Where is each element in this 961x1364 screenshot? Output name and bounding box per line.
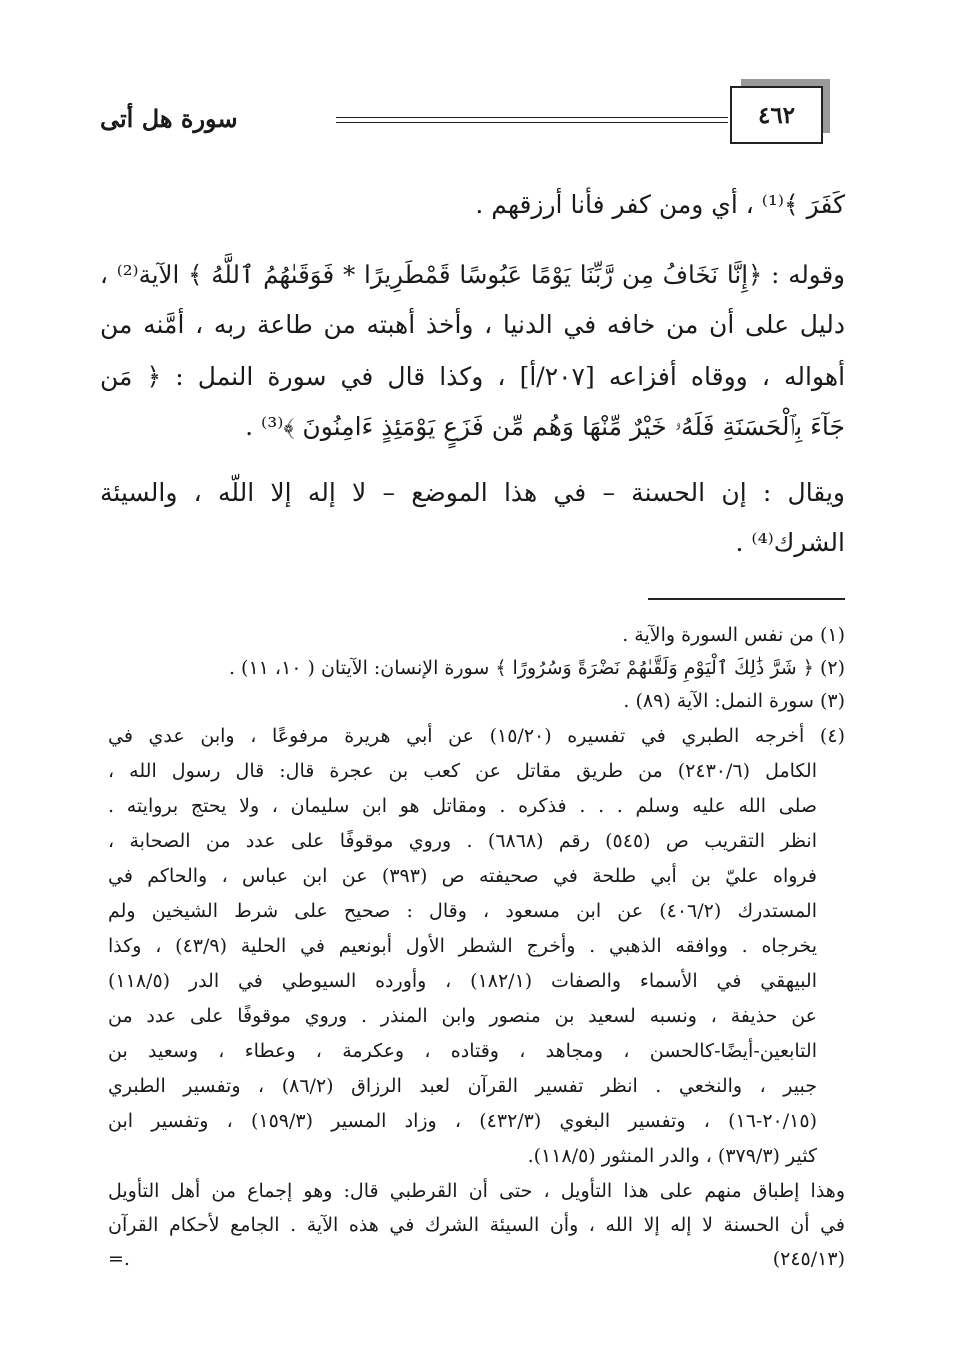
footnote-line: (٣) سورة النمل: الآية (٨٩) . [623, 690, 845, 712]
footnote-line: البيهقي في الأسماء والصفات (١٨٢/١) ، وأورده السيوطي في الدر (١١٨/٥) [108, 970, 817, 992]
header-rule-top [336, 117, 728, 118]
footnote-line: عن حذيفة ، ونسبه لسعيد بن منصور وابن المنذر . وروي موقوفًا على عدد من [108, 1005, 817, 1027]
footnote-line: التابعين-أيضًا-كالحسن ، ومجاهد ، وقتاده ، وعكرمة ، وعطاء ، وسعيد بن [108, 1040, 817, 1062]
footnote-line: انظر التقريب ص (٥٤٥) رقم (٦٨٦٨) . وروي موقوفًا على عدد من الصحابة ، [108, 830, 817, 852]
footnote-line: صلى الله عليه وسلم . . . فذكره . ومقاتل هو ابن سليمان ، ولا يحتج بروايته . [108, 795, 817, 817]
main-line: دليل على أن من خافه في الدنيا ، وأخذ أهبته من طاعة ربه ، أمَّنه من [100, 310, 845, 339]
footnote-line: (١) من نفس السورة والآية . [622, 624, 845, 646]
main-line: ويقال : إن الحسنة – في هذا الموضع – لا إله إلا اللّه ، والسيئة [100, 478, 845, 507]
footnote-line: (٢) ﴿ شَرَّ ذَٰلِكَ ٱلْيَوْمِ وَلَقَّىٰهُمْ نَضْرَةً وَسُرُورًا ﴾ سورة الإنسان: الآيتان ( ١٠، ١١) . [228, 657, 845, 679]
main-line: وقوله : ﴿إِنَّا نَخَافُ مِن رَّبِّنَا يَوْمًا عَبُوسًا قَمْطَرِيرًا * فَوَقَىٰهُمُ ٱللَّهُ ﴾ الآية⁽²⁾ ، [100, 260, 845, 289]
footnote-line: وهذا إطباق منهم على هذا التأويل ، حتى أن القرطبي قال: وهو إجماع من أهل التأويل [108, 1180, 845, 1202]
main-line: كَفَرَ ﴾⁽¹⁾ ، أي ومن كفر فأنا أرزقهم . [475, 190, 845, 219]
footnote-line: جبير ، والنخعي . انظر تفسير القرآن لعبد الرزاق (٨٦/٢) ، وتفسير الطبري [108, 1075, 817, 1097]
header-rule-bottom [336, 122, 728, 123]
footnote-line: فرواه عليّ بن أبي طلحة في صحيفته ص (٣٩٣) عن ابن عباس ، والحاكم في [108, 865, 817, 887]
page-number: ٤٦٢ [757, 101, 796, 129]
footnote-line: (٢٤٥/١٣) .= [108, 1248, 845, 1270]
main-line: جَآءَ بِٱلْحَسَنَةِ فَلَهُۥ خَيْرٌ مِّنْهَا وَهُم مِّن فَزَعٍ يَوْمَئِذٍ ءَامِنُونَ ﴾⁽³⁾ . [245, 412, 845, 441]
footnote-line: يخرجاه . ووافقه الذهبي . وأخرج الشطر الأول أبونعيم في الحلية (٤٣/٩) ، وكذا [108, 935, 817, 957]
footnote-line: (٤) أخرجه الطبري في تفسيره (١٥/٢٠) عن أبي هريرة مرفوعًا ، وابن عدي في [108, 725, 845, 747]
footnote-line: الكامل (٢٤٣٠/٦) من طريق مقاتل عن كعب بن عجرة قال: قال رسول الله ، [108, 760, 817, 782]
footnote-separator [648, 598, 845, 600]
footnote-line: المستدرك (٤٠٦/٢) عن ابن مسعود ، وقال : صحيح على شرط الشيخين ولم [108, 900, 817, 922]
surah-title: سورة هل أتى [100, 104, 238, 133]
footnote-line: كثير (٣٧٩/٣) ، والدر المنثور (١١٨/٥). [527, 1145, 817, 1167]
main-line: الشرك⁽⁴⁾ . [735, 528, 845, 557]
main-line: أهواله ، ووقاه أفزاعه [٢٠٧/أ] ، وكذا قال في سورة النمل : ﴿ مَن [100, 362, 846, 391]
footnote-line: في أن الحسنة لا إله إلا الله ، وأن السيئة الشرك في هذه الآية . الجامع لأحكام القرآن [108, 1214, 845, 1236]
page-number-box [730, 86, 823, 144]
footnote-line: (٢٠/١٥-١٦) ، وتفسير البغوي (٤٣٢/٣) ، وزاد المسير (١٥٩/٣) ، وتفسير ابن [108, 1110, 817, 1132]
